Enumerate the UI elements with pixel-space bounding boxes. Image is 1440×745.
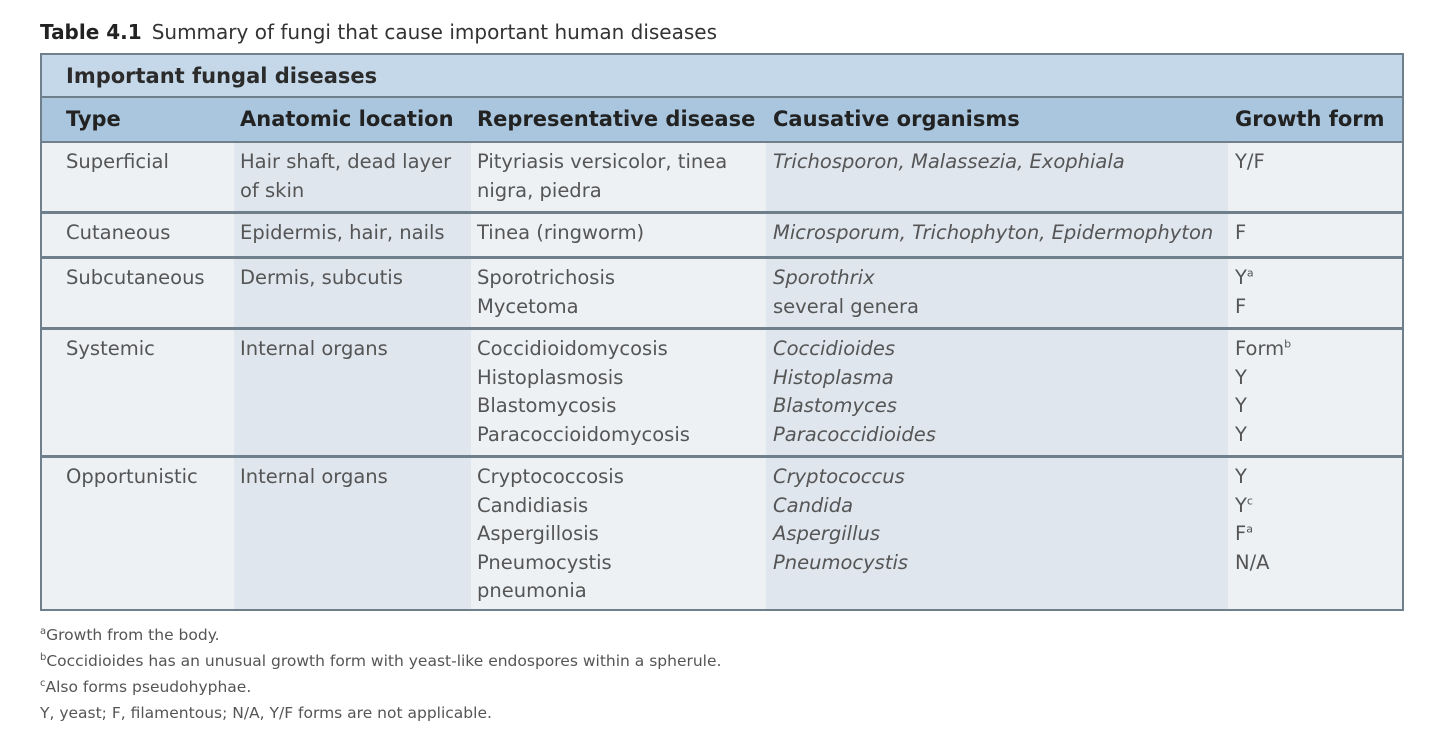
organism-line: Cryptococcus bbox=[773, 465, 905, 488]
growth-line: $Y^a$ bbox=[1235, 266, 1254, 289]
organism-cell bbox=[773, 335, 936, 449]
footnote: $^c$Also forms pseudohyphae. bbox=[40, 677, 252, 696]
organism-line: Histoplasma bbox=[773, 365, 894, 389]
organism-line: Trichosporon, Malassezia, Exophiala bbox=[773, 150, 1125, 173]
growth-line: $Y^c$ bbox=[1235, 493, 1253, 517]
location-cell: Hair shaft, dead layer of skin bbox=[240, 150, 452, 202]
growth-line: F bbox=[1235, 221, 1247, 244]
disease-line: Aspergillosis bbox=[477, 522, 599, 545]
disease-line: Coccidioidomycosis bbox=[477, 337, 668, 360]
organism-cell bbox=[773, 264, 919, 321]
growth-line: Y bbox=[1235, 465, 1247, 488]
organism-line: Paracoccidioides bbox=[773, 422, 936, 446]
growth-line: Y bbox=[1235, 365, 1247, 389]
footnote: $^b$Coccidioides has an unusual growth form with yeast-like endospores within a spherule. bbox=[40, 651, 722, 670]
table-title: Summary of fungi that cause important human diseases bbox=[151, 20, 717, 44]
type-cell: Opportunistic bbox=[66, 465, 198, 488]
organism-line: Aspergillus bbox=[773, 522, 881, 545]
location-cell: Internal organs bbox=[240, 337, 388, 360]
disease-cell bbox=[477, 148, 762, 205]
growth-line: Y bbox=[1235, 394, 1247, 417]
organism-line: Coccidioides bbox=[773, 337, 896, 360]
type-cell: Systemic bbox=[66, 337, 155, 360]
growth-line: Y/F bbox=[1235, 150, 1265, 173]
header-representative-disease: Representative disease bbox=[477, 107, 756, 131]
organism-line: Pneumocystis bbox=[773, 550, 909, 574]
table-footnotes bbox=[40, 622, 721, 726]
disease-line: Candidiasis bbox=[477, 493, 589, 517]
header-anatomic-location: Anatomic location bbox=[240, 107, 454, 131]
disease-line: Sporotrichosis bbox=[477, 266, 616, 289]
disease-cell bbox=[477, 463, 762, 606]
header-causative-organisms: Causative organisms bbox=[773, 107, 1020, 131]
type-cell: Subcutaneous bbox=[66, 266, 205, 289]
growth-cell bbox=[1235, 264, 1254, 321]
table-number: Table 4.1 bbox=[40, 20, 142, 44]
growth-line: Y bbox=[1235, 422, 1247, 446]
type-cell: Superficial bbox=[66, 150, 169, 173]
table-row bbox=[42, 327, 1402, 455]
location-cell: Dermis, subcutis bbox=[240, 266, 403, 289]
organism-line: Sporothrix bbox=[773, 266, 875, 289]
type-cell: Cutaneous bbox=[66, 221, 171, 244]
organism-line: Microsporum, Trichophyton, Epidermophyton bbox=[773, 221, 1214, 244]
table-caption bbox=[40, 20, 717, 44]
table-row bbox=[42, 256, 1402, 327]
table-header-row bbox=[42, 98, 1402, 143]
disease-line: Paracoccioidomycosis bbox=[477, 422, 690, 446]
growth-line: F bbox=[1235, 294, 1247, 318]
organism-line: Blastomyces bbox=[773, 394, 897, 417]
growth-cell bbox=[1235, 463, 1270, 577]
growth-cell bbox=[1235, 219, 1246, 248]
growth-line: $F^a$ bbox=[1235, 522, 1253, 545]
organism-line: Candida bbox=[773, 493, 854, 517]
disease-line: Blastomycosis bbox=[477, 394, 617, 417]
header-growth-form: Growth form bbox=[1235, 107, 1385, 131]
organism-cell bbox=[773, 463, 908, 577]
footnote: Y, yeast; F, filamentous; N/A, Y/F forms are not applicable. bbox=[40, 704, 492, 722]
growth-cell bbox=[1235, 148, 1265, 177]
disease-line: Pneumocystis bbox=[477, 550, 612, 574]
disease-line: pneumonia bbox=[477, 579, 587, 602]
growth-cell bbox=[1235, 335, 1291, 449]
disease-cell bbox=[477, 219, 762, 248]
location-cell: Internal organs bbox=[240, 465, 388, 488]
table-banner: Important fungal diseases bbox=[42, 55, 1402, 98]
disease-line: Histoplasmosis bbox=[477, 365, 624, 389]
table-row bbox=[42, 211, 1402, 256]
table-row bbox=[42, 143, 1402, 211]
disease-line: Cryptococcosis bbox=[477, 465, 624, 488]
organism-line: several genera bbox=[773, 294, 919, 318]
growth-line: Form$^b$ bbox=[1235, 337, 1292, 360]
disease-cell bbox=[477, 264, 762, 321]
organism-cell bbox=[773, 148, 1125, 177]
disease-cell bbox=[477, 335, 762, 449]
table-row bbox=[42, 455, 1402, 611]
header-type: Type bbox=[66, 107, 121, 131]
disease-line: Tinea (ringworm) bbox=[477, 221, 645, 244]
fungal-diseases-table bbox=[40, 53, 1404, 611]
growth-line: N/A bbox=[1235, 550, 1270, 574]
organism-cell bbox=[773, 219, 1213, 248]
disease-line: Pityriasis versicolor, tinea nigra, piedra bbox=[477, 150, 728, 202]
footnote: $^a$Growth from the body. bbox=[40, 625, 220, 644]
location-cell: Epidermis, hair, nails bbox=[240, 221, 445, 244]
disease-line: Mycetoma bbox=[477, 294, 579, 318]
